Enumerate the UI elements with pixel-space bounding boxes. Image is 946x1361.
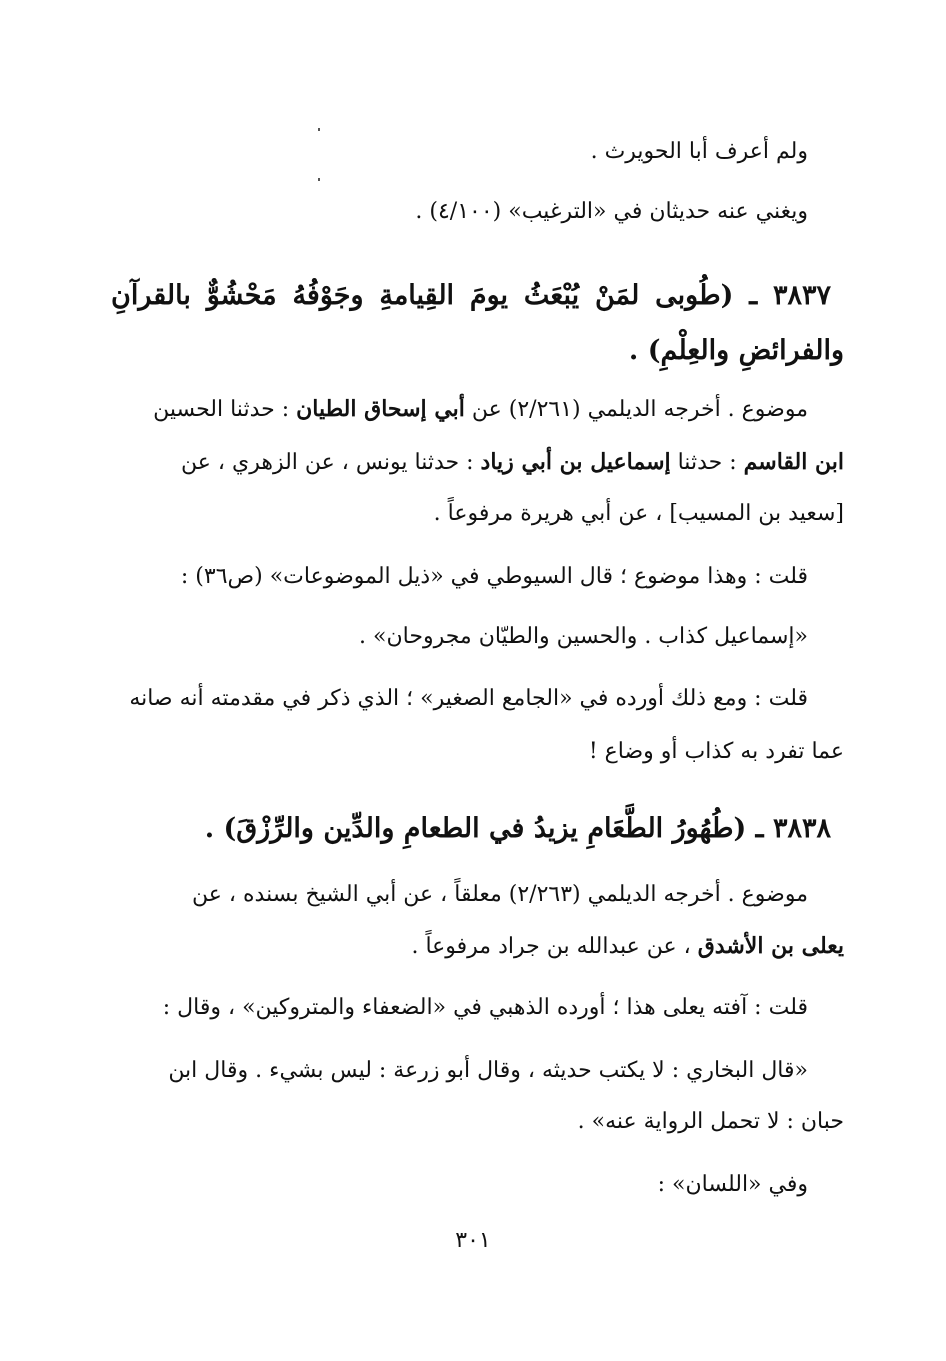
narrator-name: يعلى بن الأشدق — [697, 933, 844, 959]
text: موضوع . أخرجه الديلمي (٢/٢٦١) عن — [464, 397, 808, 422]
quote-line: «إسماعيل كذاب . والحسين والطيّان مجروحان» . — [359, 624, 808, 649]
text: : حدثنا يونس ، عن الزهري ، عن — [181, 450, 481, 475]
paragraph-line: عما تفرد به كذاب أو وضاع ! — [588, 739, 844, 764]
hadith-heading-3837: ٣٨٣٧ ـ (طُوبى لمَنْ يُبْعَثُ يومَ القِيامةِ وجَوْفُهُ مَحْشُوٌّ بالقرآنِ — [111, 280, 831, 311]
hadith-heading-3837-cont: والفرائضِ والعِلْمِ) . — [628, 335, 844, 366]
text: ، عن عبدالله بن جراد مرفوعاً . — [411, 934, 698, 959]
scan-speck — [318, 128, 320, 131]
scan-speck — [318, 178, 320, 181]
paragraph-line: [سعيد بن المسيب] ، عن أبي هريرة مرفوعاً . — [433, 501, 844, 526]
narrator-name: إسماعيل بن أبي زياد — [480, 449, 671, 475]
page-number: ٣٠١ — [455, 1228, 491, 1253]
paragraph-line: قلت : آفته يعلى هذا ؛ أورده الذهبي في «الضعفاء والمتروكين» ، وقال : — [162, 995, 808, 1020]
text: : حدثنا الحسين — [153, 397, 297, 422]
paragraph-line — [112, 433, 844, 491]
text: : حدثنا — [670, 450, 744, 475]
paragraph-line — [112, 380, 808, 438]
paragraph-line: قلت : ومع ذلك أورده في «الجامع الصغير» ؛ الذي ذكر في مقدمته أنه صانه — [129, 686, 808, 711]
narrator-name: ابن القاسم — [743, 449, 844, 475]
paragraph-line: قلت : وهذا موضوع ؛ قال السيوطي في «ذيل الموضوعات» (ص٣٦) : — [180, 564, 808, 589]
quote-line: حبان : لا تحمل الرواية عنه» . — [577, 1109, 844, 1134]
paragraph-line: وفي «اللسان» : — [657, 1172, 808, 1197]
text-line: ولم أعرف أبا الحويرث . — [590, 139, 808, 164]
narrator-name: أبي إسحاق الطيان — [296, 396, 465, 422]
quote-line: «قال البخاري : لا يكتب حديثه ، وقال أبو زرعة : ليس بشيء . وقال ابن — [168, 1058, 808, 1083]
text-line: ويغني عنه حديثان في «الترغيب» (٤/١٠٠) . — [415, 199, 808, 224]
paragraph-line — [411, 917, 844, 975]
hadith-heading-3838: ٣٨٣٨ ـ (طُهُورُ الطَّعَامِ يزيدُ في الطعامِ والدِّين والرِّزْقَ) . — [204, 813, 831, 844]
paragraph-line: موضوع . أخرجه الديلمي (٢/٢٦٣) معلقاً ، عن أبي الشيخ بسنده ، عن — [192, 882, 808, 907]
